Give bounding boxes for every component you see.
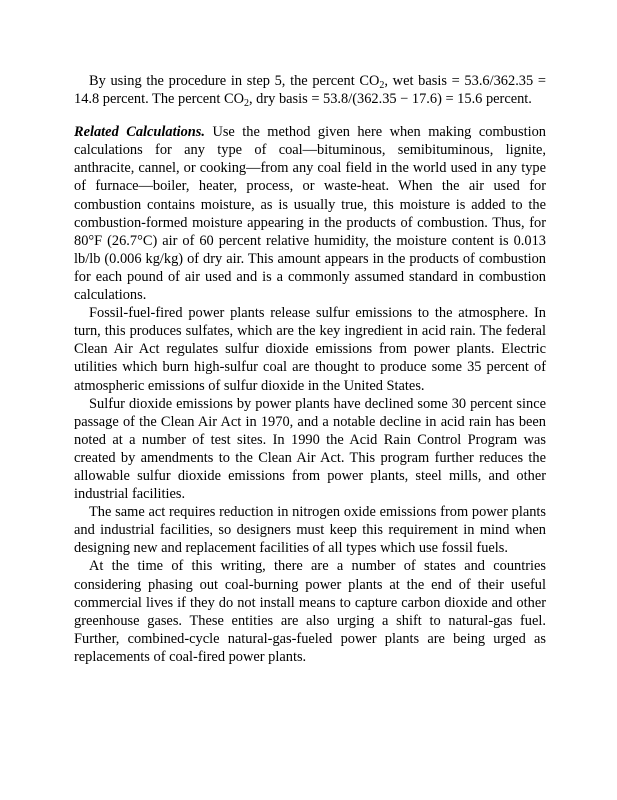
co2-subscript-1: 2 [379,80,385,91]
related-calculations-paragraph [74,123,546,304]
intro-text-3: , dry basis = 53.8/(362.35 − 17.6) = 15.6 percent. [248,91,532,108]
paragraph-sulfur-emissions: Fossil-fuel-fired power plants release sulfur emissions to the atmosphere. In turn, this produces sulfates, which are the key ingredient in acid rain. The federal Clean Air Act regulates sulfur dioxide emissions from power plants. Electric utilities which burn high-sulfur coal are thought to produce some 35 percent of atmospheric emissions of sulfur dioxide in the United States. [74,305,546,394]
related-calculations-heading: Related Calculations. [74,124,205,141]
related-calculations-body: Use the method given here when making combustion calculations for any type of coal—bituminous, semibituminous, lignite, anthracite, cannel, or cooking—from any coal field in the world used in any type of furnace—boiler, heater, process, or waste-heat. When the air used for combustion contains moisture, as is usually true, this moisture is added to the combustion-formed moisture appearing in the products of combustion. Thus, for 80°F (26.7°C) air of 60 percent relative humidity, the moisture content is 0.013 lb/lb (0.006 kg/kg) of dry air. This amount appears in the products of combustion for each pound of air used and is a commonly assumed standard in combustion calculations. [74,124,546,304]
paragraph-coal-phaseout: At the time of this writing, there are a number of states and countries considering phasing out coal-burning power plants at the end of their useful commercial lives if they do not install means to capture carbon dioxide and other greenhouse gases. These entities are also urging a shift to natural-gas fuel. Further, combined-cycle natural-gas-fueled power plants are being urged as replacements of coal-fired power plants. [74,558,546,665]
document-page [74,72,546,666]
intro-paragraph [74,72,546,108]
intro-text-2: , wet basis = 53.6/362.35 = 14.8 percent. The percent CO [74,73,546,108]
co2-subscript-2: 2 [243,98,249,110]
intro-text-1: By using the procedure in step 5, the percent CO [89,73,380,89]
paragraph-sulfur-decline: Sulfur dioxide emissions by power plants have declined some 30 percent since passage of the Clean Air Act in 1970, and a notable decline in acid rain has been noted at a number of test sites. In 1990 the Acid Rain Control Program was created by amendments to the Clean Air Act. This program further reduces the allowable sulfur dioxide emissions from power plants, steel mills, and other industrial facilities. [74,395,546,503]
paragraph-nitrogen-oxide: The same act requires reduction in nitrogen oxide emissions from power plants and industrial facilities, so designers must keep this requirement in mind when designing new and replacement facilities of all types which use fossil fuels. [74,504,546,557]
